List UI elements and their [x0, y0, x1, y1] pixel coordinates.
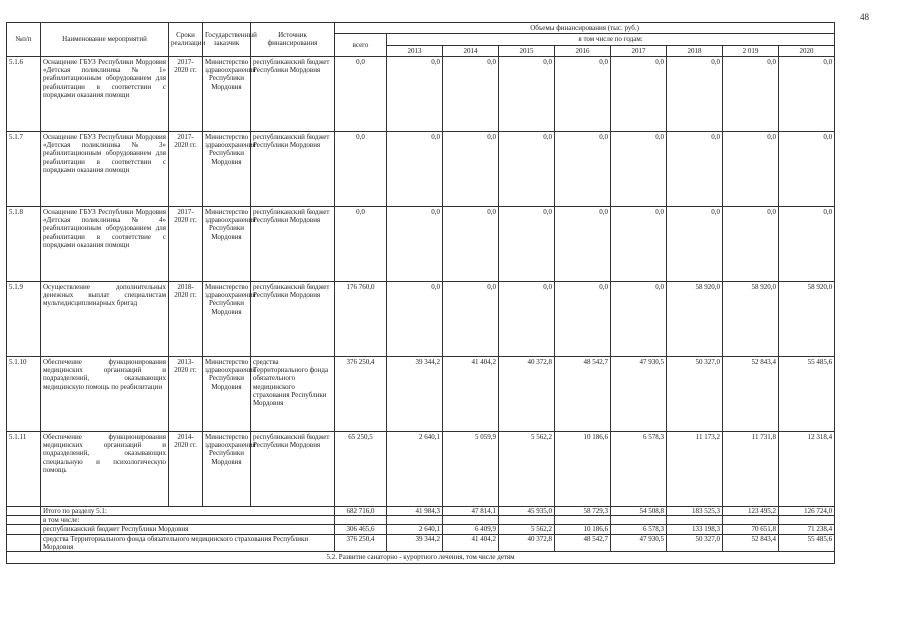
- row-year-value: 0,0: [723, 206, 779, 281]
- row-source: республиканский бюджет Республики Мордовия: [251, 56, 335, 131]
- row-year-value: 2 640,1: [387, 431, 443, 506]
- row-year-value: 58 920,0: [779, 281, 835, 356]
- row-year-value: 55 485,6: [779, 356, 835, 431]
- row-year-value: 5 059,9: [443, 431, 499, 506]
- row-year-value: 0,0: [723, 56, 779, 131]
- totals-year-value: [723, 516, 779, 525]
- row-activity-name: Оснащение ГБУЗ Республики Мордовия «Детская поликлиника № 3» реабилитационным оборудованием для реабилитации в соответствии с порядками оказания помощи: [41, 131, 169, 206]
- row-terms: 2017-2020 гг.: [169, 131, 203, 206]
- totals-year-value: 6 578,3: [611, 525, 667, 534]
- header-name: Наименование мероприятий: [41, 23, 169, 57]
- header-customer: Государственный заказчик: [203, 23, 251, 57]
- row-customer: Министерство здравоохранения Республики Мордовия: [203, 431, 251, 506]
- totals-year-value: [387, 516, 443, 525]
- row-activity-name: Осуществление дополнительных денежных выплат специалистам мультидисциплинарных бригад: [41, 281, 169, 356]
- row-year-value: 0,0: [779, 131, 835, 206]
- totals-year-value: 55 485,6: [779, 534, 835, 552]
- row-source: республиканский бюджет Республики Мордовия: [251, 281, 335, 356]
- row-total: 0,0: [335, 206, 387, 281]
- totals-year-value: 48 542,7: [555, 534, 611, 552]
- header-year: 2018: [667, 45, 723, 56]
- row-year-value: 47 930,5: [611, 356, 667, 431]
- row-total: 0,0: [335, 131, 387, 206]
- table-body: [7, 56, 835, 563]
- row-year-value: 0,0: [443, 281, 499, 356]
- totals-year-value: 123 495,2: [723, 506, 779, 515]
- row-terms: 2014-2020 гг.: [169, 431, 203, 506]
- header-year: 2015: [499, 45, 555, 56]
- row-terms: 2017-2020 гг.: [169, 206, 203, 281]
- row-activity-name: Оснащение ГБУЗ Республики Мордовия «Детская поликлиника № 1» реабилитационным оборудованием для реабилитации в соответствии с порядками оказания помощи: [41, 56, 169, 131]
- header-year: 2 019: [723, 45, 779, 56]
- totals-year-value: [499, 516, 555, 525]
- table-row: [7, 431, 835, 506]
- row-year-value: 0,0: [555, 281, 611, 356]
- header-source: Источник финансирования: [251, 23, 335, 57]
- totals-year-value: 47 930,5: [611, 534, 667, 552]
- totals-year-value: 39 344,2: [387, 534, 443, 552]
- totals-row: [7, 516, 835, 525]
- row-year-value: 0,0: [555, 206, 611, 281]
- row-year-value: 0,0: [499, 56, 555, 131]
- row-year-value: 48 542,7: [555, 356, 611, 431]
- header-year: 2014: [443, 45, 499, 56]
- totals-spacer: [7, 506, 41, 515]
- header-num: №п/п: [7, 23, 41, 57]
- totals-year-value: 70 651,8: [723, 525, 779, 534]
- row-number: 5.1.7: [7, 131, 41, 206]
- totals-year-value: 50 327,0: [667, 534, 723, 552]
- section-row: [7, 552, 835, 564]
- totals-label: Итого по разделу 5.1:: [41, 506, 335, 515]
- row-year-value: 0,0: [667, 56, 723, 131]
- row-total: 176 760,0: [335, 281, 387, 356]
- totals-year-value: [555, 516, 611, 525]
- header-year: 2013: [387, 45, 443, 56]
- totals-total: 306 465,6: [335, 525, 387, 534]
- row-year-value: 58 920,0: [723, 281, 779, 356]
- row-year-value: 0,0: [667, 206, 723, 281]
- totals-total: [335, 516, 387, 525]
- row-year-value: 11 173,2: [667, 431, 723, 506]
- row-year-value: 5 562,2: [499, 431, 555, 506]
- row-year-value: 0,0: [387, 281, 443, 356]
- row-number: 5.1.8: [7, 206, 41, 281]
- row-year-value: 0,0: [387, 206, 443, 281]
- totals-year-value: 183 525,3: [667, 506, 723, 515]
- row-year-value: 10 186,6: [555, 431, 611, 506]
- totals-year-value: 40 372,8: [499, 534, 555, 552]
- row-number: 5.1.11: [7, 431, 41, 506]
- header-year: 2020: [779, 45, 835, 56]
- row-number: 5.1.6: [7, 56, 41, 131]
- row-year-value: 0,0: [499, 206, 555, 281]
- totals-year-value: [611, 516, 667, 525]
- row-year-value: 0,0: [387, 56, 443, 131]
- row-total: 376 250,4: [335, 356, 387, 431]
- row-year-value: 0,0: [723, 131, 779, 206]
- row-activity-name: Обеспечение функционирования медицинских организаций и подразделений, оказывающих медицинскую помощь по реабилитации: [41, 356, 169, 431]
- totals-year-value: 52 843,4: [723, 534, 779, 552]
- totals-label: в том числе:: [41, 516, 335, 525]
- row-activity-name: Оснащение ГБУЗ Республики Мордовия «Детская поликлиника № 4» реабилитационным оборудованием для реабилитации в соответствие с порядками оказания помощи: [41, 206, 169, 281]
- row-year-value: 6 578,3: [611, 431, 667, 506]
- totals-year-value: 41 404,2: [443, 534, 499, 552]
- totals-year-value: 2 640,1: [387, 525, 443, 534]
- table-row: [7, 281, 835, 356]
- row-customer: Министерство здравоохранения Республики Мордовия: [203, 56, 251, 131]
- row-customer: Министерство здравоохранения Республики Мордовия: [203, 281, 251, 356]
- row-year-value: 0,0: [779, 206, 835, 281]
- totals-year-value: 41 984,3: [387, 506, 443, 515]
- row-source: средства Территориального фонда обязательного медицинского страхования Республики Мордовия: [251, 356, 335, 431]
- totals-year-value: 126 724,0: [779, 506, 835, 515]
- row-terms: 2018-2020 гг.: [169, 281, 203, 356]
- row-year-value: 50 327,0: [667, 356, 723, 431]
- table-row: [7, 206, 835, 281]
- totals-spacer: [7, 525, 41, 534]
- totals-year-value: 45 935,0: [499, 506, 555, 515]
- row-year-value: 0,0: [443, 56, 499, 131]
- row-year-value: 0,0: [611, 131, 667, 206]
- row-year-value: 11 731,8: [723, 431, 779, 506]
- table-row: [7, 131, 835, 206]
- page-number: 48: [860, 12, 869, 22]
- header-year: 2016: [555, 45, 611, 56]
- totals-spacer: [7, 534, 41, 552]
- row-year-value: 0,0: [443, 131, 499, 206]
- row-terms: 2017-2020 гг.: [169, 56, 203, 131]
- row-year-value: 40 372,8: [499, 356, 555, 431]
- section-title: 5.2. Развитие санаторно - курортного лечения, том числе детям: [7, 552, 835, 564]
- header-terms: Сроки реализации: [169, 23, 203, 57]
- row-year-value: 58 920,0: [667, 281, 723, 356]
- row-total: 65 250,5: [335, 431, 387, 506]
- row-year-value: 0,0: [611, 56, 667, 131]
- table-row: [7, 56, 835, 131]
- totals-total: 376 250,4: [335, 534, 387, 552]
- row-year-value: 0,0: [443, 206, 499, 281]
- row-source: республиканский бюджет Республики Мордовия: [251, 206, 335, 281]
- totals-year-value: [667, 516, 723, 525]
- row-number: 5.1.9: [7, 281, 41, 356]
- row-year-value: 39 344,2: [387, 356, 443, 431]
- totals-year-value: [779, 516, 835, 525]
- row-year-value: 0,0: [499, 131, 555, 206]
- totals-row: [7, 525, 835, 534]
- totals-row: [7, 534, 835, 552]
- totals-year-value: 71 238,4: [779, 525, 835, 534]
- row-year-value: 52 843,4: [723, 356, 779, 431]
- totals-year-value: 54 508,8: [611, 506, 667, 515]
- row-customer: Министерство здравоохранения Республики Мордовия: [203, 206, 251, 281]
- row-year-value: 0,0: [779, 56, 835, 131]
- row-year-value: 0,0: [611, 281, 667, 356]
- header-year: 2017: [611, 45, 667, 56]
- totals-total: 682 716,0: [335, 506, 387, 515]
- header-total: всего: [335, 34, 387, 57]
- table-row: [7, 356, 835, 431]
- row-terms: 2013-2020 гг.: [169, 356, 203, 431]
- row-year-value: 0,0: [499, 281, 555, 356]
- row-year-value: 0,0: [387, 131, 443, 206]
- header-by-year: в том числе по годам:: [387, 34, 835, 45]
- row-activity-name: Обеспечение функционирования медицинских организаций и подразделений, оказывающих специальную и психологическую помощь: [41, 431, 169, 506]
- totals-spacer: [7, 516, 41, 525]
- financing-table: [6, 22, 835, 564]
- row-customer: Министерство здравоохранения Республики Мордовия: [203, 131, 251, 206]
- totals-year-value: 10 186,6: [555, 525, 611, 534]
- row-source: республиканский бюджет Республики Мордовия: [251, 431, 335, 506]
- row-number: 5.1.10: [7, 356, 41, 431]
- totals-year-value: 58 729,3: [555, 506, 611, 515]
- totals-year-value: 47 814,1: [443, 506, 499, 515]
- row-source: республиканский бюджет Республики Мордовия: [251, 131, 335, 206]
- row-total: 0,0: [335, 56, 387, 131]
- totals-label: средства Территориального фонда обязательного медицинского страхования Республики Мордовия: [41, 534, 335, 552]
- row-year-value: 0,0: [555, 56, 611, 131]
- totals-label: республиканский бюджет Республики Мордовия: [41, 525, 335, 534]
- header-volumes: Объемы финансирования (тыс. руб.): [335, 23, 835, 34]
- totals-year-value: [443, 516, 499, 525]
- totals-year-value: 6 409,9: [443, 525, 499, 534]
- totals-year-value: 5 562,2: [499, 525, 555, 534]
- totals-row: [7, 506, 835, 515]
- row-year-value: 0,0: [555, 131, 611, 206]
- row-year-value: 12 318,4: [779, 431, 835, 506]
- row-year-value: 0,0: [611, 206, 667, 281]
- row-year-value: 41 404,2: [443, 356, 499, 431]
- row-year-value: 0,0: [667, 131, 723, 206]
- row-customer: Министерство здравоохранения Республики Мордовия: [203, 356, 251, 431]
- totals-year-value: 133 198,3: [667, 525, 723, 534]
